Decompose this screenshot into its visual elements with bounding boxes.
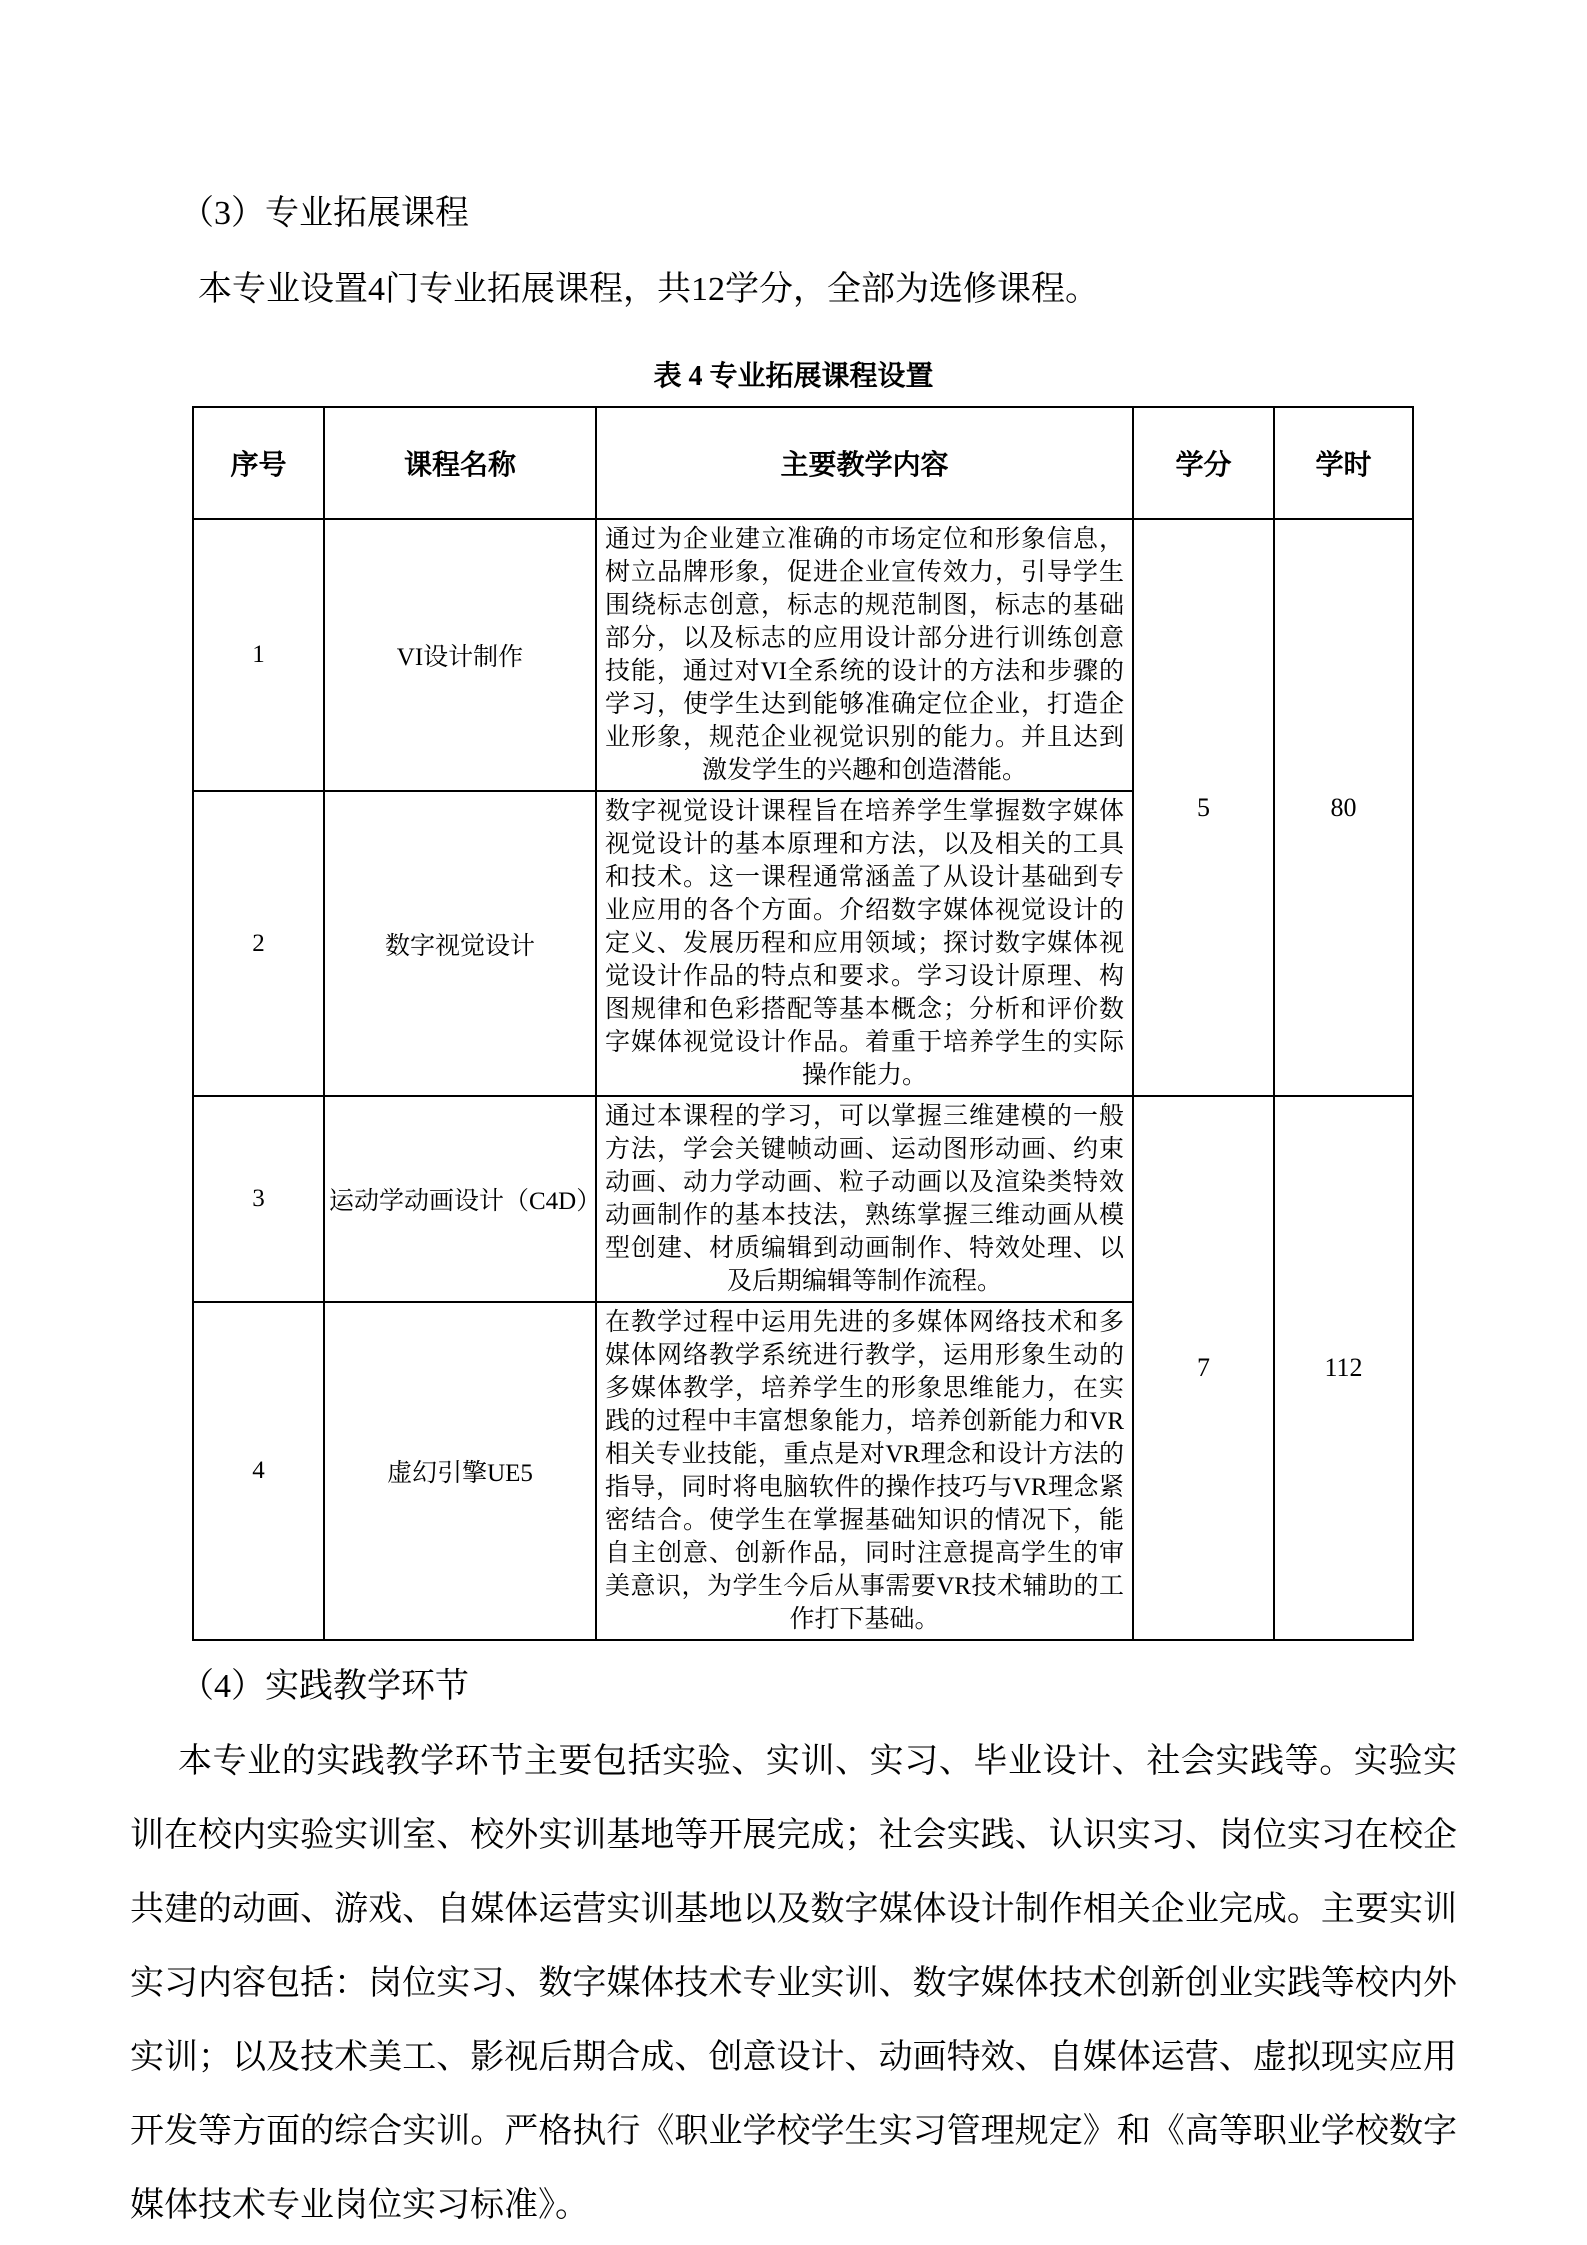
column-header-hours: 学时: [1274, 407, 1413, 519]
section-heading-3: （3）专业拓展课程: [180, 195, 469, 232]
column-header-content: 主要教学内容: [596, 407, 1133, 519]
cell-hours-merged: 80: [1274, 519, 1413, 1096]
cell-credits-merged: 7: [1133, 1096, 1274, 1640]
cell-course-name: 数字视觉设计: [324, 791, 596, 1096]
cell-row-no: 2: [193, 791, 324, 1096]
cell-course-name: 虚幻引擎UE5: [324, 1302, 596, 1640]
course-table: [192, 406, 1414, 1641]
section-heading-4: （4）实践教学环节: [180, 1668, 469, 1705]
cell-course-name: 运动学动画设计（C4D）: [324, 1096, 596, 1302]
table-caption: 表 4 专业拓展课程设置: [653, 361, 934, 392]
table-header-row: [193, 407, 1413, 519]
column-header-no: 序号: [193, 407, 324, 519]
cell-course-content: 在教学过程中运用先进的多媒体网络技术和多媒体网络教学系统进行教学，运用形象生动的多媒体教学，培养学生的形象思维能力，在实践的过程中丰富想象能力，培养创新能力和VR相关专业技能，重点是对VR理念和设计方法的指导，同时将电脑软件的操作技巧与VR理念紧密结合。使学生在掌握基础知识的情况下，能自主创意、创新作品，同时注意提高学生的审美意识，为学生今后从事需要VR技术辅助的工作打下基础。: [596, 1302, 1133, 1640]
practice-paragraph: 本专业的实践教学环节主要包括实验、实训、实习、毕业设计、社会实践等。实验实训在校内实验实训室、校外实训基地等开展完成；社会实践、认识实习、岗位实习在校企共建的动画、游戏、自媒体运营实训基地以及数字媒体设计制作相关企业完成。主要实训实习内容包括：岗位实习、数字媒体技术专业实训、数字媒体技术创新创业实践等校内外实训；以及技术美工、影视后期合成、创意设计、动画特效、自媒体运营、虚拟现实应用开发等方面的综合实训。严格执行《职业学校学生实习管理规定》和《高等职业学校数字媒体技术专业岗位实习标准》。: [130, 1743, 1457, 2224]
cell-row-no: 4: [193, 1302, 324, 1640]
cell-course-content: 通过为企业建立准确的市场定位和形象信息，树立品牌形象，促进企业宣传效力，引导学生围绕标志创意，标志的规范制图，标志的基础部分，以及标志的应用设计部分进行训练创意技能，通过对VI全系统的设计的方法和步骤的学习，使学生达到能够准确定位企业，打造企业形象，规范企业视觉识别的能力。并且达到激发学生的兴趣和创造潜能。: [596, 519, 1133, 791]
cell-row-no: 1: [193, 519, 324, 791]
table-row: [193, 1096, 1413, 1302]
cell-row-no: 3: [193, 1096, 324, 1302]
cell-credits-merged: 5: [1133, 519, 1274, 1096]
cell-course-name: VI设计制作: [324, 519, 596, 791]
intro-paragraph: 本专业设置4门专业拓展课程，共12学分，全部为选修课程。: [198, 271, 1099, 308]
table-row: [193, 519, 1413, 791]
cell-hours-merged: 112: [1274, 1096, 1413, 1640]
column-header-name: 课程名称: [324, 407, 596, 519]
cell-course-content: 通过本课程的学习，可以掌握三维建模的一般方法，学会关键帧动画、运动图形动画、约束动画、动力学动画、粒子动画以及渲染类特效动画制作的基本技法，熟练掌握三维动画从模型创建、材质编辑到动画制作、特效处理、以及后期编辑等制作流程。: [596, 1096, 1133, 1302]
cell-course-content: 数字视觉设计课程旨在培养学生掌握数字媒体视觉设计的基本原理和方法，以及相关的工具和技术。这一课程通常涵盖了从设计基础到专业应用的各个方面。介绍数字媒体视觉设计的定义、发展历程和应用领域；探讨数字媒体视觉设计作品的特点和要求。学习设计原理、构图规律和色彩搭配等基本概念；分析和评价数字媒体视觉设计作品。着重于培养学生的实际操作能力。: [596, 791, 1133, 1096]
column-header-credits: 学分: [1133, 407, 1274, 519]
